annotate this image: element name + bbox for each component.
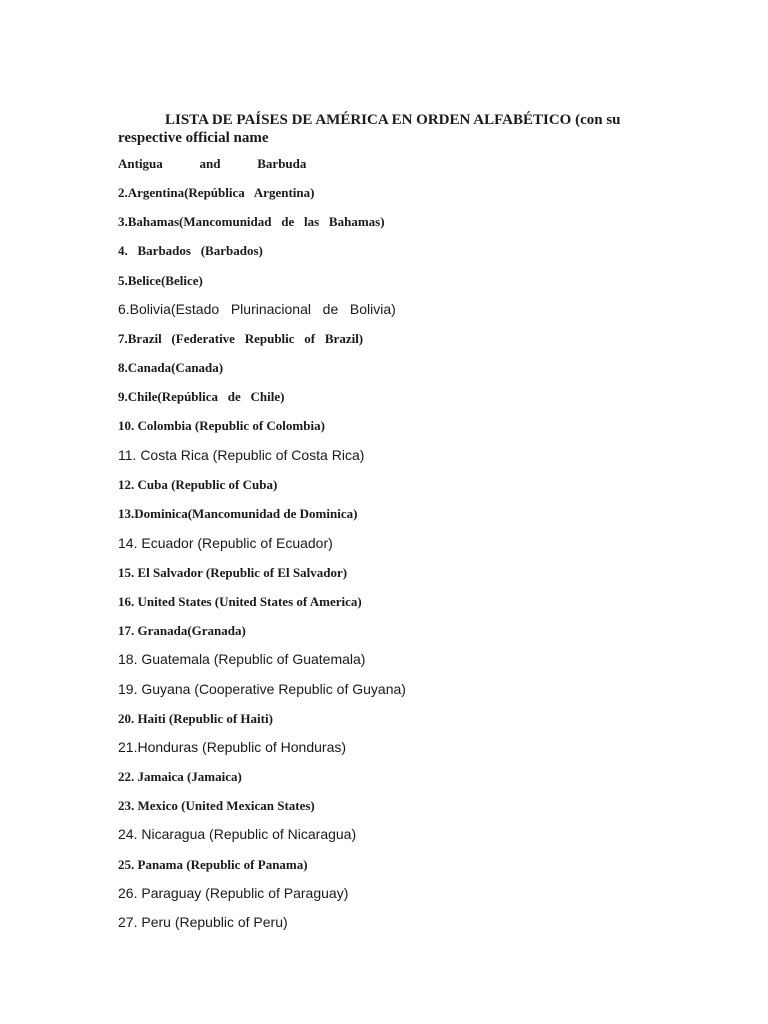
list-item: 24. Nicaragua (Republic of Nicaragua) [118,826,357,842]
list-item: 19. Guyana (Cooperative Republic of Guyana) [118,681,406,697]
list-item: 27. Peru (Republic of Peru) [118,914,288,930]
list-item: 11. Costa Rica (Republic of Costa Rica) [118,447,365,463]
list-item: 13.Dominica(Mancomunidad de Dominica) [118,506,358,521]
list-item: 10. Colombia (Republic of Colombia) [118,418,325,433]
list-item: 17. Granada(Granada) [118,623,246,638]
list-item: 12. Cuba (Republic of Cuba) [118,477,278,492]
list-item: 15. El Salvador (Republic of El Salvador) [118,565,348,580]
list-item: 5.Belice(Belice) [118,273,203,288]
list-item: 26. Paraguay (Republic of Paraguay) [118,885,349,901]
list-item: 21.Honduras (Republic of Honduras) [118,739,347,755]
list-item: 2.Argentina(República Argentina) [118,185,315,200]
list-item: 25. Panama (Republic of Panama) [118,857,308,872]
list-item: Antigua and Barbuda [118,156,307,171]
list-item: 3.Bahamas(Mancomunidad de las Bahamas) [118,214,385,229]
list-item: 22. Jamaica (Jamaica) [118,769,242,784]
list-item: 14. Ecuador (Republic of Ecuador) [118,535,333,551]
document-title: LISTA DE PAÍSES DE AMÉRICA EN ORDEN ALFABÉTICO (con su respective official name [118,112,621,146]
list-item: 20. Haiti (Republic of Haiti) [118,711,273,726]
list-item: 8.Canada(Canada) [118,360,224,375]
list-item: 4. Barbados (Barbados) [118,243,263,258]
list-item: 23. Mexico (United Mexican States) [118,798,315,813]
list-item: 16. United States (United States of America) [118,594,362,609]
list-item: 9.Chile(República de Chile) [118,389,285,404]
list-item: 6.Bolivia(Estado Plurinacional de Bolivia) [118,301,396,317]
list-item: 7.Brazil (Federative Republic of Brazil) [118,331,364,346]
list-item: 18. Guatemala (Republic of Guatemala) [118,651,366,667]
